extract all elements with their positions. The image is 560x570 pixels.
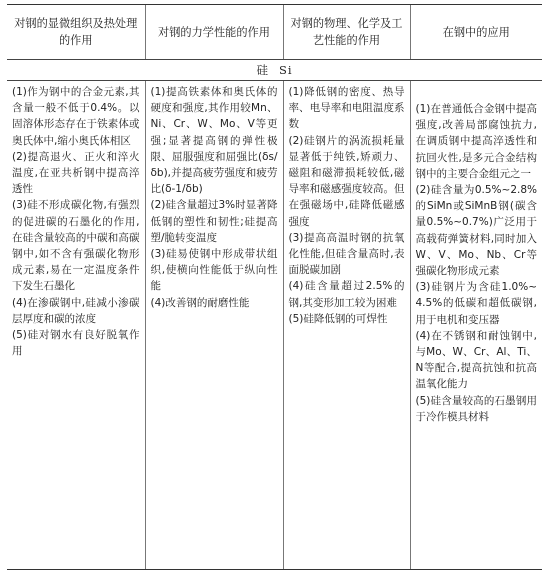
- list-item: (2)硅钢片的涡流损耗量显著低于纯铁,矫顽力、磁阻和磁滞损耗较低,磁导率和磁感强度较高。但在强磁场中,硅降低磁感强度: [288, 134, 405, 228]
- list-item: (5)硅含量较高的石墨钢用于冷作模具材料: [415, 394, 537, 423]
- physical-chemical-cell: [283, 81, 410, 570]
- list-item: (4)在渗碳钢中,硅减小渗碳层厚度和碳的浓度: [12, 296, 140, 325]
- list-item: (1)在普通低合金钢中提高强度,改善局部腐蚀抗力,在调质钢中提高淬透性和抗回火性,是多元合金结构钢中的主要合金组元之一: [415, 103, 537, 180]
- content-row: [7, 81, 542, 570]
- applications-cell: [410, 81, 542, 570]
- section-title: [7, 60, 542, 81]
- list-item: (4)在不锈钢和耐蚀钢中,与Mo、W、Cr、Al、Ti、N等配合,提高抗蚀和抗高温氧化能力: [415, 329, 537, 391]
- mechanical-cell: [145, 81, 283, 570]
- list-item: (1)作为钢中的合金元素,其含量一般不低于0.4%。以固溶体形态存在于铁素体或奥氏体中,缩小奥氏体相区: [12, 86, 140, 147]
- header-microstructure: 对钢的显微组织及热处理的作用: [7, 5, 145, 60]
- header-row: [7, 5, 542, 60]
- list-item: (5)硅对钢水有良好脱氧作用: [12, 329, 140, 358]
- list-item: (4)硅含量超过2.5%的钢,其变形加工较为困难: [288, 280, 405, 309]
- header-mechanical: 对钢的力学性能的作用: [145, 5, 283, 60]
- list-item: (3)硅易使钢中形成带状组织,使横向性能低于纵向性能: [150, 248, 278, 293]
- element-name: 硅: [256, 63, 269, 77]
- list-item: (2)提高退火、正火和淬火温度,在亚共析钢中提高淬透性: [12, 150, 140, 196]
- element-symbol: Si: [278, 63, 293, 77]
- header-applications: 在钢中的应用: [410, 5, 542, 60]
- list-item: (4)改善钢的耐磨性能: [150, 296, 250, 309]
- list-item: (3)提高高温时钢的抗氧化性能,但硅含量高时,表面脱碳加剧: [288, 231, 405, 277]
- list-item: (3)硅钢片为含硅1.0%~4.5%的低碳和超低碳钢,用于电机和变压器: [415, 281, 537, 326]
- section-row: [7, 60, 542, 81]
- list-item: (1)降低钢的密度、热导率、电导率和电阻温度系数: [288, 86, 405, 131]
- list-item: (1)提高铁素体和奥氏体的硬度和强度,其作用较Mn、Ni、Cr、W、Mo、V等更强;显著提高钢的弹性极限、屈服强度和屈强比(δs/δb),并提高疲劳强度和疲劳比(δ-1/δb): [150, 86, 278, 196]
- silicon-effects-table: [7, 4, 542, 570]
- header-physical-chemical: 对钢的物理、化学及工艺性能的作用: [283, 5, 410, 60]
- list-item: (5)硅降低钢的可焊性: [288, 312, 388, 325]
- microstructure-cell: [7, 81, 145, 570]
- list-item: (2)硅含量为0.5%~2.8%的SiMn或SiMnB钢(碳含量0.5%~0.7%)广泛用于高载荷弹簧材料,同时加入W、V、Mo、Nb、Cr等强碳化物形成元素: [415, 184, 537, 278]
- list-item: (3)硅不形成碳化物,有强烈的促进碳的石墨化的作用,在硅含量较高的中碳和高碳钢中,如不含有强碳化物形成元素,易在一定温度条件下发生石墨化: [12, 199, 140, 293]
- list-item: (2)硅含量超过3%时显著降低钢的塑性和韧性;硅提高塑/脆转变温度: [150, 199, 278, 244]
